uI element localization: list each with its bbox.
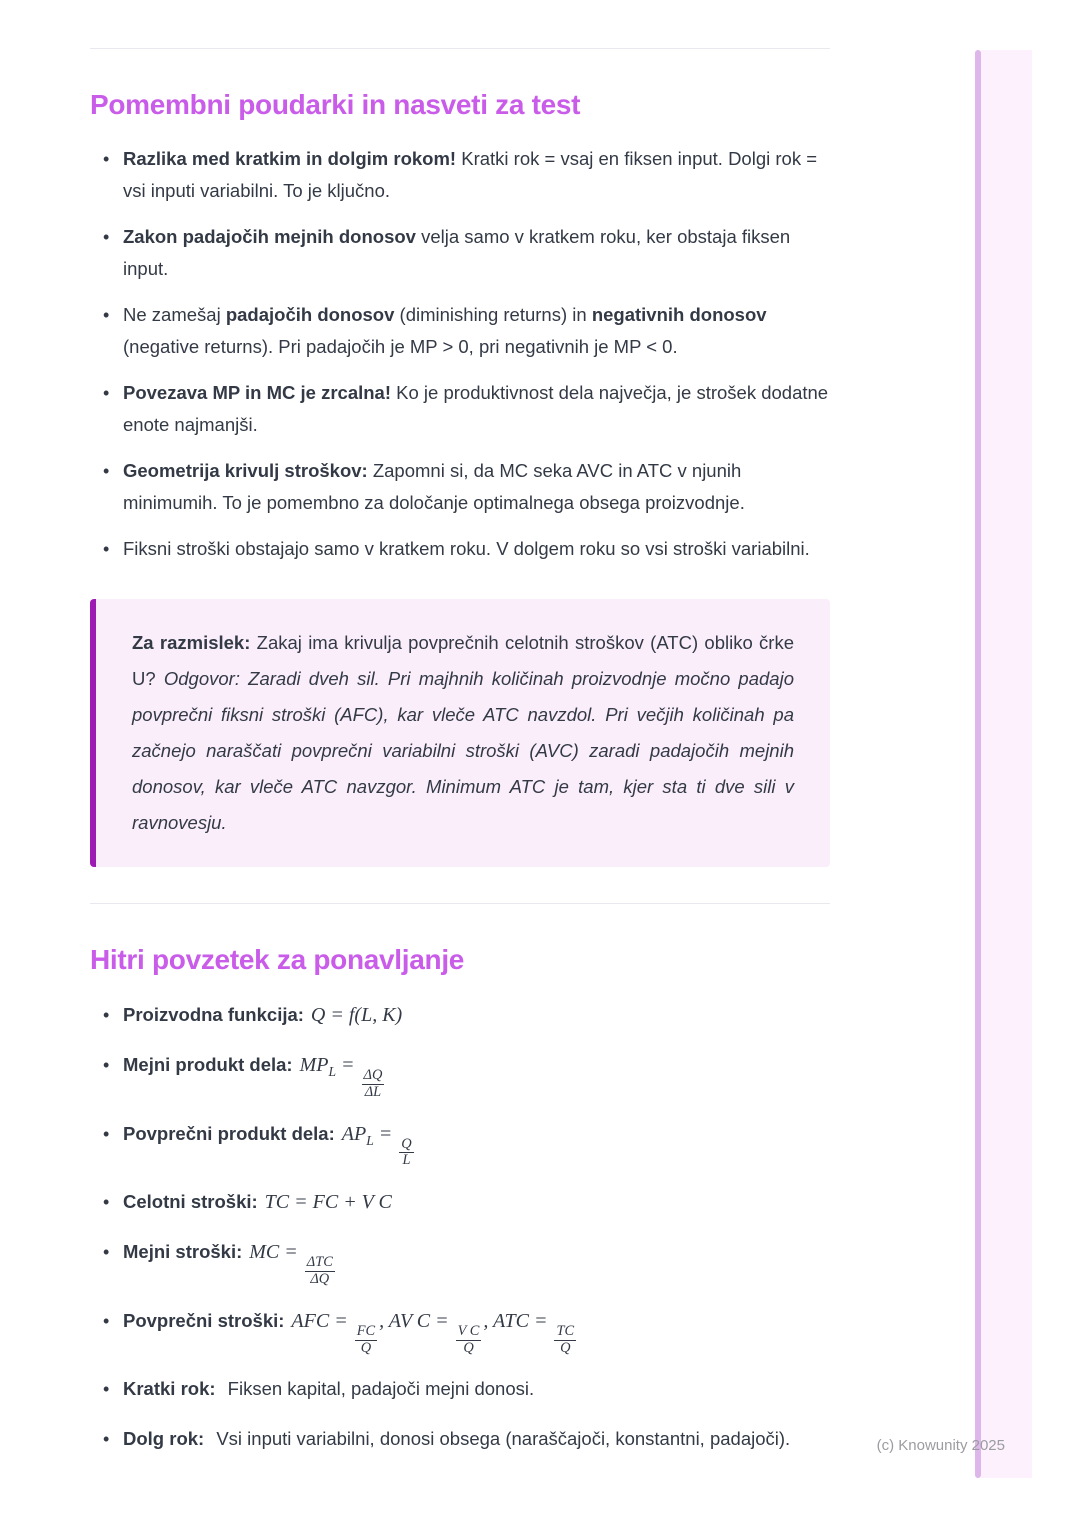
formula-label: Dolg rok: bbox=[123, 1428, 205, 1450]
summary-formula-list bbox=[90, 998, 830, 1456]
bullet-text: Fiksni stroški obstajajo samo v kratkem roku. V dolgem roku so vsi stroški variabilni. bbox=[123, 538, 810, 559]
bullet-text: (diminishing returns) in bbox=[394, 304, 592, 325]
callout-bold-text: Za razmislek: bbox=[132, 632, 251, 653]
bullet-bold-text: negativnih donosov bbox=[591, 304, 767, 325]
math-fraction bbox=[456, 1324, 482, 1357]
bullet-text: Vsi inputi variabilni, donosi obsega (naraščajoči, konstantni, padajoči). bbox=[211, 1428, 791, 1450]
document-content bbox=[90, 0, 830, 1472]
fraction-denominator: ΔQ bbox=[310, 1270, 330, 1287]
list-item bbox=[123, 1117, 830, 1170]
formula-math: Q = f(L, K) bbox=[310, 1004, 403, 1026]
math-equals: = bbox=[373, 1122, 398, 1145]
list-item bbox=[123, 455, 830, 519]
list-item bbox=[123, 1048, 830, 1101]
fraction-denominator: Q bbox=[360, 1339, 372, 1356]
formula-math bbox=[341, 1122, 416, 1169]
list-item bbox=[123, 1422, 830, 1456]
fraction-numerator: ΔQ bbox=[363, 1066, 383, 1083]
section-title-tips: Pomembni poudarki in nasveti za test bbox=[90, 89, 581, 120]
formula-math bbox=[291, 1309, 578, 1356]
callout-box bbox=[90, 599, 830, 867]
formula-label: Mejni stroški: bbox=[123, 1241, 243, 1263]
math-subscript: L bbox=[366, 1132, 374, 1148]
formula-label: Povprečni stroški: bbox=[123, 1309, 285, 1331]
bullet-bold-text: padajočih donosov bbox=[225, 304, 395, 325]
math-separator: , bbox=[483, 1309, 494, 1332]
bullet-bold-text: Geometrija krivulj stroškov: bbox=[123, 460, 368, 481]
math-subscript: L bbox=[328, 1064, 337, 1079]
fraction-numerator: TC bbox=[556, 1322, 575, 1339]
math-equals: = bbox=[336, 1054, 360, 1076]
divider-top bbox=[90, 48, 830, 49]
math-fraction bbox=[355, 1324, 377, 1357]
fraction-numerator: FC bbox=[356, 1322, 376, 1339]
math-symbol: AV C = bbox=[388, 1309, 454, 1332]
callout-normal-text: Zakaj ima krivulja povprečnih celotnih stroškov (ATC) obliko črke U? bbox=[132, 632, 794, 689]
bullet-text: Kratki rok = vsaj en fiksen input. Dolgi rok = vsi inputi variabilni. To je ključno. bbox=[123, 148, 818, 201]
list-item bbox=[123, 998, 830, 1032]
math-symbol: AP bbox=[341, 1122, 367, 1145]
fraction-denominator: L bbox=[402, 1152, 411, 1169]
formula-label: Proizvodna funkcija: bbox=[123, 1004, 304, 1025]
math-fraction bbox=[362, 1068, 385, 1101]
math-symbol: ATC = bbox=[493, 1309, 553, 1332]
section-title-summary: Hitri povzetek za ponavljanje bbox=[90, 944, 465, 975]
callout-italic-text: Odgovor: Zaradi dveh sil. Pri majhnih količinah proizvodnje močno padajo povprečni fiksni stroški (AFC), kar vleče ATC navzdol. Pri večjih količinah pa začnejo naraščati povprečni variabilni stroški (AVC) zaradi padajočih mejnih donosov, kar vleče ATC navzgor. Minimum ATC je tam, kjer sta ti dve sili v ravnovesju. bbox=[132, 668, 794, 833]
list-item bbox=[123, 1185, 830, 1219]
fraction-denominator: ΔL bbox=[364, 1083, 382, 1100]
bullet-text: Zapomni si, da MC seka AVC in ATC v njunih minimumih. To je pomembno za določanje optimalnega obsega proizvodnje. bbox=[123, 460, 745, 513]
list-item bbox=[123, 377, 830, 441]
math-separator: , bbox=[379, 1309, 389, 1332]
bullet-bold-text: Zakon padajočih mejnih donosov bbox=[123, 226, 416, 247]
bullet-text: velja samo v kratkem roku, ker obstaja fiksen input. bbox=[123, 226, 791, 279]
list-item bbox=[123, 1372, 830, 1406]
bullet-bold-text: Povezava MP in MC je zrcalna! bbox=[123, 382, 392, 403]
fraction-numerator: V C bbox=[457, 1322, 480, 1339]
math-fraction bbox=[305, 1255, 335, 1288]
list-item bbox=[123, 299, 830, 363]
callout-paragraph bbox=[132, 625, 794, 841]
bullet-text: Ne zamešaj bbox=[123, 304, 226, 325]
formula-label: Celotni stroški: bbox=[123, 1191, 258, 1213]
copyright-text: (c) Knowunity 2025 bbox=[876, 1437, 1005, 1454]
bullet-text: Fiksen kapital, padajoči mejni donosi. bbox=[222, 1378, 535, 1400]
formula-math: TC = FC + V C bbox=[264, 1191, 392, 1214]
list-item bbox=[123, 1304, 830, 1357]
divider-middle bbox=[90, 903, 830, 904]
formula-label: Mejni produkt dela: bbox=[123, 1054, 293, 1075]
tips-bullet-list bbox=[90, 143, 830, 565]
math-symbol: AFC = bbox=[291, 1309, 353, 1332]
list-item bbox=[123, 533, 830, 565]
formula-label: Kratki rok: bbox=[123, 1378, 216, 1400]
fraction-denominator: Q bbox=[560, 1339, 571, 1356]
fraction-denominator: Q bbox=[463, 1339, 474, 1356]
bullet-text: Ko je produktivnost dela največja, je strošek dodatne enote najmanjši. bbox=[123, 382, 829, 435]
math-fraction bbox=[399, 1137, 413, 1170]
fraction-numerator: ΔTC bbox=[306, 1254, 333, 1271]
formula-label: Povprečni produkt dela: bbox=[123, 1122, 335, 1144]
bullet-bold-text: Razlika med kratkim in dolgim rokom! bbox=[123, 148, 457, 169]
right-accent-panel bbox=[981, 50, 1032, 1478]
list-item bbox=[123, 1235, 830, 1288]
math-symbol: MP bbox=[299, 1054, 329, 1076]
math-equals: = bbox=[279, 1241, 303, 1264]
bullet-text: (negative returns). Pri padajočih je MP > 0, pri negativnih je MP < 0. bbox=[123, 336, 678, 357]
math-symbol: MC bbox=[249, 1241, 280, 1264]
list-item bbox=[123, 143, 830, 207]
math-fraction bbox=[554, 1324, 576, 1357]
fraction-numerator: Q bbox=[401, 1135, 412, 1152]
list-item bbox=[123, 221, 830, 285]
